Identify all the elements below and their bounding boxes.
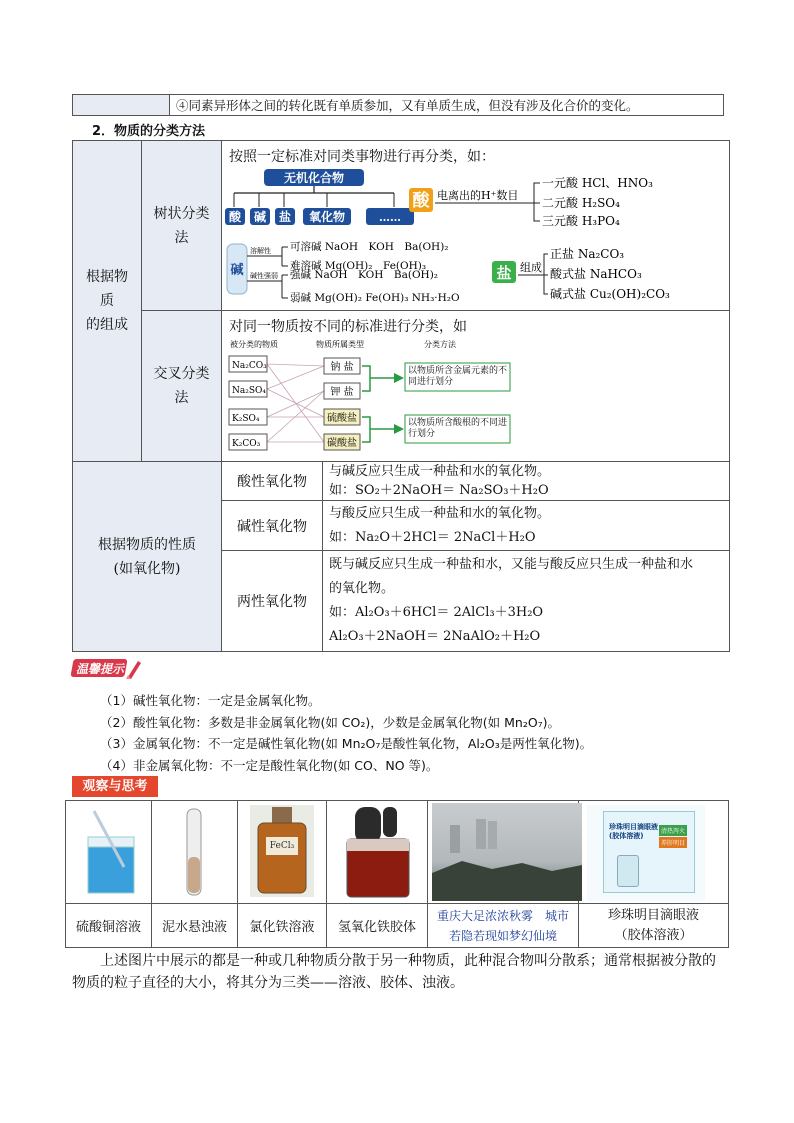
salt-item: 正盐 Na₂CO₃ — [550, 247, 625, 261]
tip-badge — [72, 657, 140, 679]
box-line: (胶体溶液) — [609, 832, 644, 840]
tip-badge-label: 温馨提示 — [76, 662, 125, 676]
desc-line: 既与碱反应只生成一种盐和水，又能与酸反应只生成一种盐和水 — [329, 557, 694, 572]
type-label: 钾 盐 — [330, 387, 354, 398]
photo-caption: 泥水悬浊液 — [152, 904, 238, 948]
classification-table — [72, 140, 730, 652]
substance-label: Na₂CO₃ — [232, 361, 267, 371]
type-list — [324, 358, 360, 450]
label-line: 质 — [100, 293, 114, 309]
col-header: 分类方法 — [424, 340, 456, 349]
photo-cell — [66, 801, 152, 904]
photo-caption — [579, 904, 729, 948]
oxide-node-label: 氧化物 — [308, 210, 346, 224]
acid-item: 二元酸 H₂SO₄ — [542, 196, 620, 210]
photo-caption — [428, 904, 579, 948]
label-line: 树状分类 — [153, 205, 210, 222]
acid-badge-label: 酸 — [412, 191, 430, 211]
substance-list — [229, 356, 267, 450]
cross-method-label — [142, 311, 222, 462]
salt-item: 碱式盐 Cu₂(OH)₂CO₃ — [550, 287, 670, 301]
base-item: 强碱 NaOH KOH Ba(OH)₂ — [290, 269, 439, 281]
oxide-type-name: 碱性氧化物 — [222, 501, 323, 551]
substance-label: K₂SO₄ — [232, 414, 260, 424]
base-item: 弱碱 Mg(OH)₂ Fe(OH)₃ NH₃·H₂O — [290, 292, 460, 304]
mud-suspension-photo — [174, 807, 214, 897]
oxide-desc — [323, 501, 730, 551]
eye-drop-box-photo — [587, 805, 705, 901]
photo-cell — [152, 801, 238, 904]
desc-line: Al₂O₃＋2NaOH＝ 2NaAlO₂＋H₂O — [329, 629, 541, 644]
box-tag: 养肝明目 — [659, 837, 687, 848]
section-heading: 2．物质的分类方法 — [92, 124, 206, 139]
desc-line: 如：Al₂O₃＋6HCl＝ 2AlCl₃＋3H₂O — [329, 605, 544, 620]
caption-line: 若隐若现如梦幻仙境 — [448, 928, 557, 943]
desc-line: 的氧化物。 — [329, 581, 395, 596]
box-tag: 清热泻火 — [659, 825, 687, 836]
observe-badge: 观察与思考 — [72, 776, 158, 797]
base-badge-label: 碱 — [230, 263, 244, 278]
property-label — [73, 462, 222, 652]
root-node-label: 无机化合物 — [283, 171, 345, 185]
photo-cell — [327, 801, 428, 904]
label-line: 交叉分类 — [153, 366, 210, 382]
salt-node-label: 盐 — [278, 210, 292, 224]
photo-caption: 硫酸铜溶液 — [66, 904, 152, 948]
label-line: 法 — [174, 390, 189, 406]
salt-badge-label: 盐 — [496, 264, 512, 282]
substance-label: K₂CO₃ — [232, 439, 261, 449]
empty-cell — [73, 95, 170, 116]
fog-city-photo — [432, 803, 582, 901]
cross-method-cell — [222, 311, 730, 462]
allotrope-note: ④同素异形体之间的转化既有单质参加，又有单质生成，但没有涉及化合价的变化。 — [170, 95, 724, 116]
box-title — [609, 823, 658, 841]
type-label: 钠 盐 — [330, 362, 354, 373]
base-item: 可溶碱 NaOH KOH Ba(OH)₂ — [290, 241, 449, 253]
child-nodes — [225, 208, 414, 225]
caption-line: （胶体溶液） — [614, 927, 693, 943]
acid-node-label: 酸 — [228, 210, 242, 224]
photo-cell — [579, 801, 729, 904]
base-criterion: 溶解性 — [250, 247, 271, 255]
tip-item: （4）非金属氧化物：不一定是酸性氧化物(如 CO、NO 等)。 — [100, 757, 439, 773]
base-node-label: 碱 — [253, 210, 267, 224]
oxide-type-name: 两性氧化物 — [222, 551, 323, 652]
tip-item: （3）金属氧化物：不一定是碱性氧化物(如 Mn₂O₇是酸性氧化物，Al₂O₃是两性氧化物)。 — [100, 736, 593, 751]
col-header: 被分类的物质 — [230, 340, 278, 349]
tree-diagram — [222, 141, 730, 311]
desc-line: 如：Na₂O＋2HCl＝ 2NaCl＋H₂O — [329, 529, 536, 545]
type-label: 碳酸盐 — [327, 438, 357, 449]
tip-list — [100, 690, 592, 776]
desc-line: 如：SO₂＋2NaOH＝ Na₂SO₃＋H₂O — [329, 483, 549, 498]
oxide-desc — [323, 551, 730, 652]
photo-cell — [428, 801, 579, 904]
label-line: (如氧化物) — [113, 560, 181, 577]
desc-line: 与酸反应只生成一种盐和水的氧化物。 — [329, 505, 551, 521]
composition-label — [73, 141, 142, 462]
salt-item: 酸式盐 NaHCO₃ — [550, 267, 642, 281]
caption-line: 重庆大足浓浓秋雾 城市 — [436, 908, 569, 923]
method-label: 以物质所含酸根的不同进行划分 — [408, 418, 508, 439]
cross-intro: 对同一物质按不同的标准进行分类，如 — [229, 319, 467, 335]
acid-item: 一元酸 HCl、HNO₃ — [542, 176, 653, 190]
base-item: 难溶碱 Mg(OH)₂ Fe(OH)₃ — [290, 260, 427, 272]
base-criterion: 碱性强弱 — [250, 272, 278, 280]
salt-criterion: 组成 — [520, 261, 542, 274]
tree-method-cell — [222, 141, 730, 311]
acid-criterion: 电离出的H⁺数目 — [437, 189, 519, 202]
pencil-icon — [124, 657, 142, 679]
ferric-hydroxide-colloid-photo — [333, 805, 423, 899]
oxide-type-name: 酸性氧化物 — [222, 462, 323, 501]
label-line: 的组成 — [86, 317, 128, 333]
photo-table — [65, 800, 729, 948]
label-line: 根据物 — [86, 269, 128, 285]
paragraph-line: 上述图片中展示的都是一种或几种物质分散于另一种物质，此种混合物叫分散系；通常根据被分散的 — [100, 953, 716, 969]
method-label: 以物质所含金属元素的不同进行划分 — [408, 366, 508, 387]
fecl3-label: FeCl₃ — [269, 841, 295, 851]
photo-caption: 氯化铁溶液 — [238, 904, 327, 948]
substance-label: Na₂SO₄ — [232, 386, 267, 396]
paragraph-line: 物质的粒子直径的大小，将其分为三类——溶液、胶体、浊液。 — [72, 975, 464, 991]
col-header: 物质所属类型 — [316, 340, 364, 349]
tip-item: （1）碱性氧化物：一定是金属氧化物。 — [100, 693, 321, 708]
oxide-desc — [323, 462, 730, 501]
copper-sulfate-photo — [74, 807, 144, 897]
tip-item: （2）酸性氧化物：多数是非金属氧化物(如 CO₂)，少数是金属氧化物(如 Mn₂O₇)。 — [100, 714, 561, 730]
photo-caption: 氢氧化铁胶体 — [327, 904, 428, 948]
etc-node-label: …… — [379, 211, 401, 224]
ferric-chloride-photo — [250, 805, 314, 897]
type-label: 硫酸盐 — [327, 413, 357, 424]
label-line: 法 — [174, 229, 189, 246]
acid-item: 三元酸 H₃PO₄ — [542, 214, 620, 228]
closing-paragraph — [72, 950, 732, 994]
caption-line: 珍珠明目滴眼液 — [607, 907, 699, 923]
label-line: 根据物质的性质 — [98, 536, 196, 553]
box-line: 珍珠明目滴眼液 — [609, 823, 658, 831]
photo-cell — [238, 801, 327, 904]
previous-table-last-row — [72, 94, 724, 116]
tree-method-label — [142, 141, 222, 311]
desc-line: 与碱反应只生成一种盐和水的氧化物。 — [329, 464, 551, 479]
tree-intro: 按照一定标准对同类事物进行再分类，如： — [229, 149, 495, 165]
